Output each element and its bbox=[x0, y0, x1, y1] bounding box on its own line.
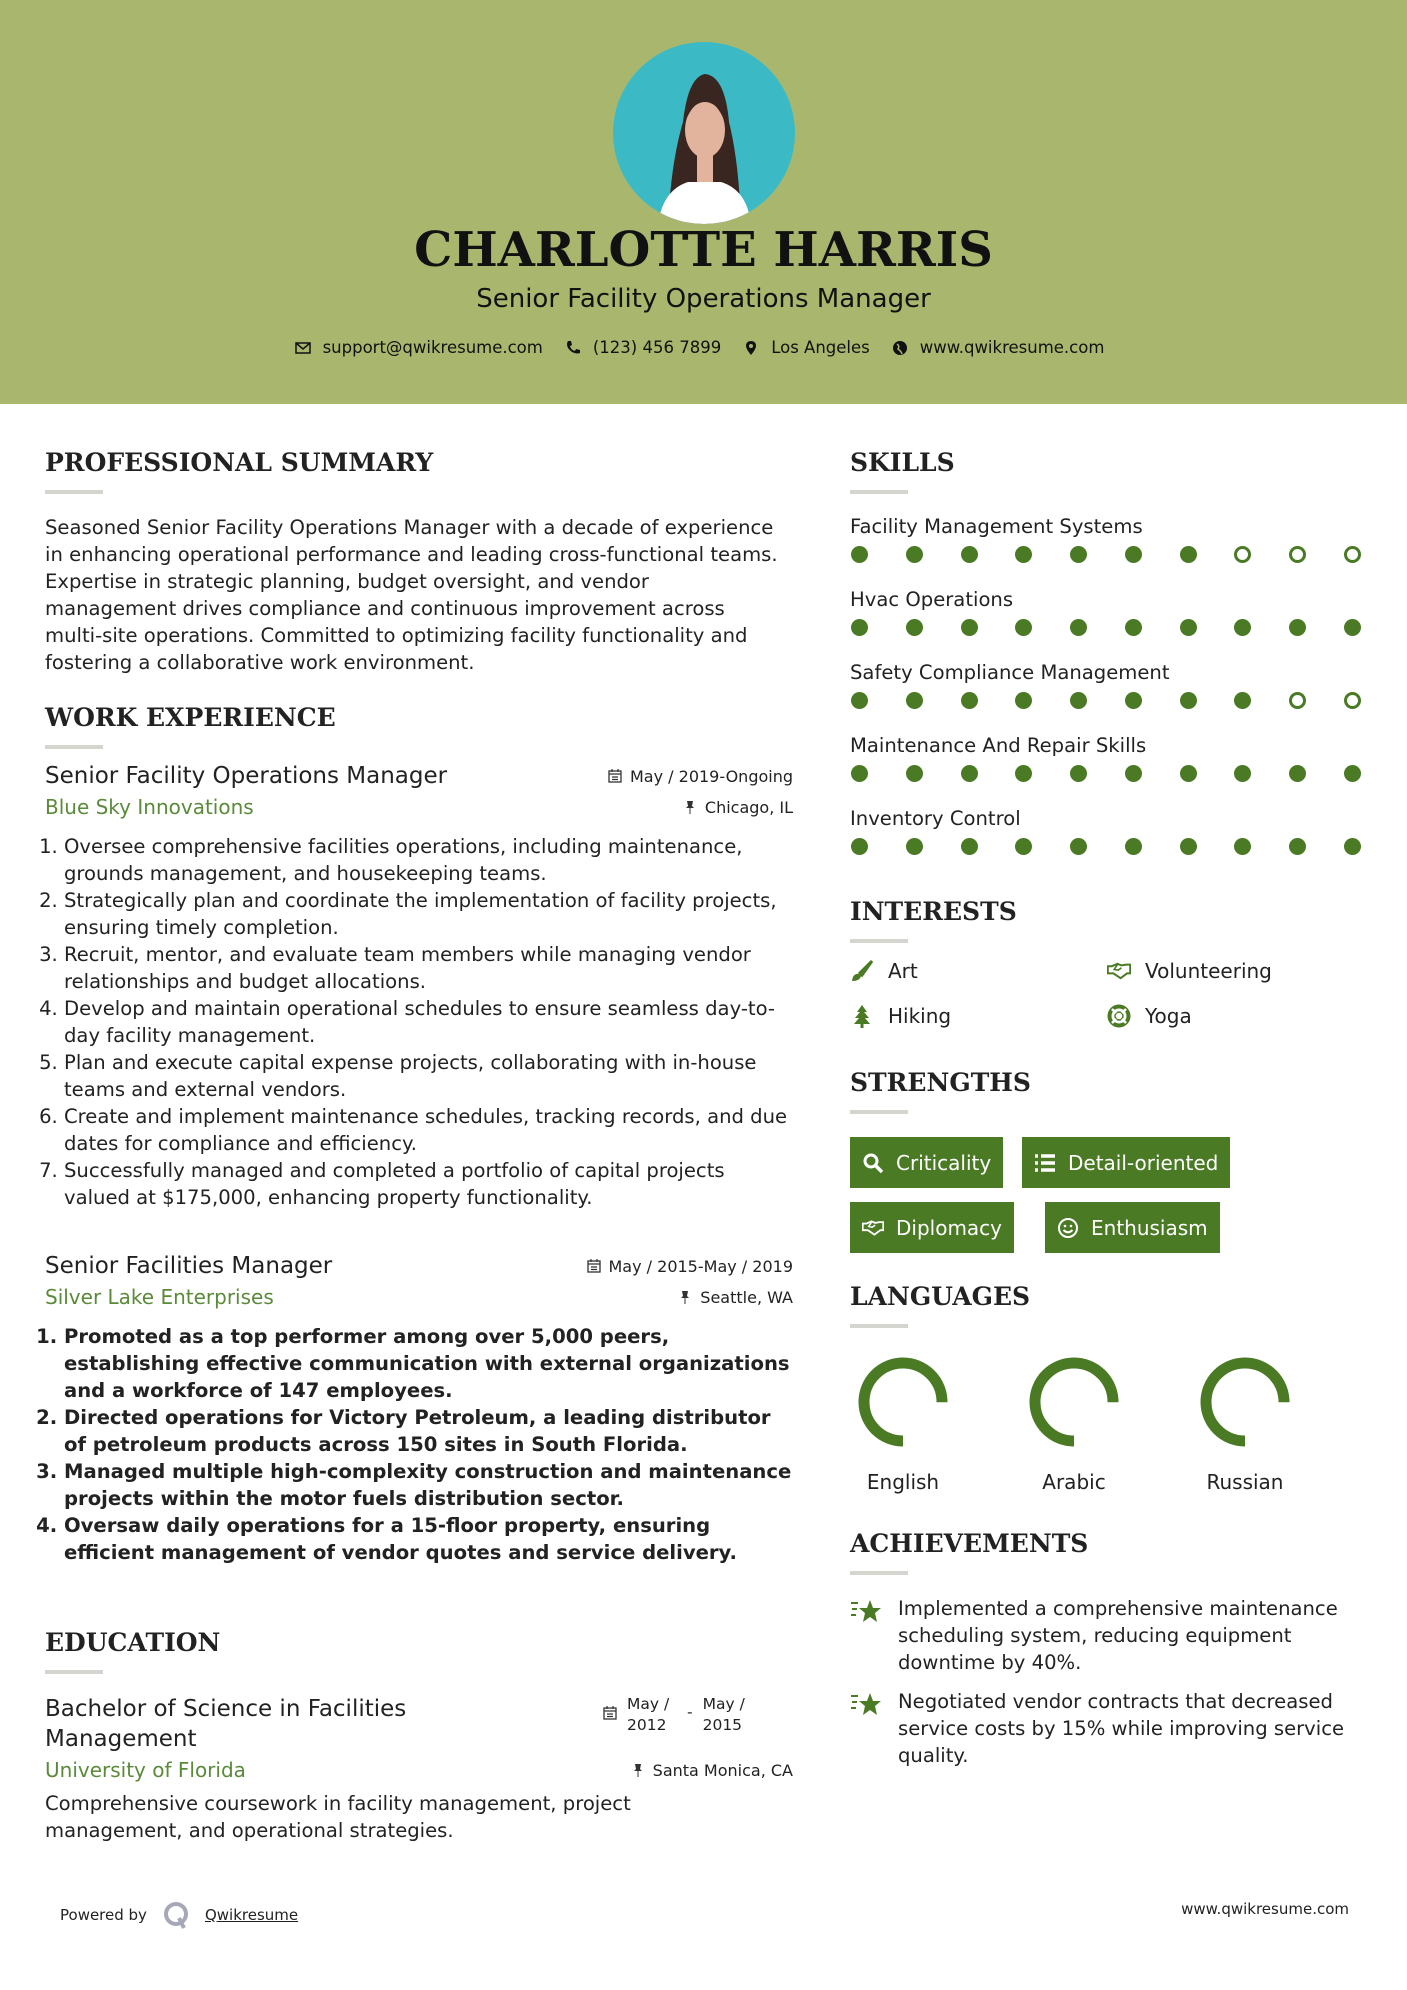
job-location: Chicago, IL bbox=[704, 797, 793, 817]
skill-name: Facility Management Systems bbox=[850, 515, 1143, 538]
brand-link[interactable]: Qwikresume bbox=[204, 1906, 299, 1924]
language-item bbox=[1185, 1352, 1305, 1494]
language-name: Russian bbox=[1206, 1470, 1284, 1494]
calendar-icon bbox=[587, 1259, 601, 1273]
rating-dot-empty bbox=[1289, 546, 1306, 563]
rating-dot-filled bbox=[1125, 838, 1142, 855]
rating-dot-filled bbox=[961, 838, 978, 855]
rating-dot-filled bbox=[851, 692, 868, 709]
rating-dot-filled bbox=[1180, 619, 1197, 636]
rating-dot-filled bbox=[1070, 619, 1087, 636]
job-bullet: 7. Successfully managed and completed a portfolio of capital projects valued at $175,000, enhancing property functionality. bbox=[64, 1157, 793, 1211]
job-title: Senior Facilities Manager bbox=[45, 1253, 333, 1279]
calendar-icon bbox=[603, 1706, 617, 1720]
tree-icon bbox=[850, 1004, 874, 1028]
edu-description: Comprehensive coursework in facility management, project management, and operational strategies. bbox=[45, 1792, 631, 1842]
contact-website[interactable]: www.qwikresume.com bbox=[919, 338, 1105, 357]
heading-underline bbox=[850, 490, 908, 494]
rating-dot-filled bbox=[1015, 765, 1032, 782]
heading-underline bbox=[45, 490, 103, 494]
rating-dot-filled bbox=[851, 546, 868, 563]
summary-text: Seasoned Senior Facility Operations Manager with a decade of experience in enhancing operational performance and leading cross-functional teams. Expertise in strategic planning, budget oversight, and vendor management drives compliance and continuous improvement across multi-site operations. Committed to optimizing facility functionality and fostering a collaborative work environment. bbox=[45, 516, 778, 674]
rating-dot-filled bbox=[1344, 765, 1361, 782]
heading-underline bbox=[45, 745, 103, 749]
rating-dot-filled bbox=[1070, 838, 1087, 855]
interest-label: Art bbox=[888, 959, 918, 983]
section-heading: PROFESSIONAL SUMMARY bbox=[45, 448, 434, 477]
skill-rating bbox=[851, 765, 1361, 783]
heading-underline bbox=[850, 939, 908, 943]
interest-item bbox=[1107, 959, 1272, 983]
rating-dot-filled bbox=[1234, 838, 1251, 855]
rating-dot-filled bbox=[906, 838, 923, 855]
rating-dot-filled bbox=[961, 546, 978, 563]
contact-phone: (123) 456 7899 bbox=[592, 338, 722, 357]
heading-underline bbox=[45, 1670, 103, 1674]
section-heading: WORK EXPERIENCE bbox=[45, 703, 336, 732]
strength-badge bbox=[850, 1137, 1003, 1188]
skill-item bbox=[850, 732, 1370, 783]
rating-dot-filled bbox=[1015, 838, 1032, 855]
job-bullet: 1. Promoted as a top performer among over 5,000 peers, establishing effective communication with external organizations and a workforce of 147 employees. bbox=[64, 1323, 793, 1404]
interest-item bbox=[850, 959, 918, 983]
calendar-icon bbox=[608, 769, 622, 783]
rating-dot-filled bbox=[1289, 765, 1306, 782]
qwikresume-logo-icon bbox=[161, 1900, 191, 1930]
job-title: Senior Facility Operations Manager bbox=[45, 763, 448, 789]
strength-label: Criticality bbox=[896, 1150, 992, 1175]
section-heading: STRENGTHS bbox=[850, 1068, 1031, 1097]
skill-rating bbox=[851, 838, 1361, 856]
school-name: University of Florida bbox=[45, 1758, 246, 1782]
rating-dot-filled bbox=[1070, 692, 1087, 709]
job-bullet: 4. Develop and maintain operational schedules to ensure seamless day-to-day facility management. bbox=[64, 995, 793, 1049]
contact-bar bbox=[0, 338, 1407, 357]
skill-item bbox=[850, 805, 1370, 856]
rating-dot-filled bbox=[906, 692, 923, 709]
strength-label: Diplomacy bbox=[896, 1215, 1003, 1240]
achievement-text: Negotiated vendor contracts that decreased service costs by 15% while improving service quality. bbox=[898, 1690, 1345, 1767]
skill-rating bbox=[851, 692, 1361, 710]
rating-dot-filled bbox=[961, 765, 978, 782]
job-bullet: 3. Recruit, mentor, and evaluate team members while managing vendor relationships and budget allocations. bbox=[64, 941, 793, 995]
interest-item bbox=[1107, 1004, 1192, 1028]
job-bullet: 6. Create and implement maintenance schedules, tracking records, and due dates for compliance and efficiency. bbox=[64, 1103, 793, 1157]
experience-section bbox=[45, 703, 793, 749]
job-bullet: 4. Oversaw daily operations for a 15-floor property, ensuring efficient management of vendor quotes and service delivery. bbox=[64, 1512, 793, 1566]
powered-by-text: Powered by bbox=[60, 1906, 147, 1924]
degree-title: Bachelor of Science in Facilities Management bbox=[45, 1696, 407, 1752]
rating-dot-filled bbox=[1234, 619, 1251, 636]
interests-section bbox=[850, 897, 1370, 1047]
job-bullet: 1. Oversee comprehensive facilities operations, including maintenance, grounds management, and housekeeping teams. bbox=[64, 833, 793, 887]
pushpin-icon bbox=[631, 1763, 645, 1777]
interest-label: Hiking bbox=[888, 1004, 952, 1028]
footer-website[interactable]: www.qwikresume.com bbox=[1181, 1900, 1349, 1918]
job-entry bbox=[45, 763, 793, 1211]
heading-underline bbox=[850, 1571, 908, 1575]
lifering-icon bbox=[1107, 1004, 1131, 1028]
skill-rating bbox=[851, 546, 1361, 564]
rating-dot-empty bbox=[1234, 546, 1251, 563]
rating-dot-filled bbox=[906, 546, 923, 563]
languages-section bbox=[850, 1282, 1370, 1502]
rating-dot-filled bbox=[906, 765, 923, 782]
candidate-title: Senior Facility Operations Manager bbox=[476, 284, 931, 314]
job-bullets bbox=[45, 833, 793, 1211]
skill-name: Hvac Operations bbox=[850, 588, 1014, 611]
shooting-star-icon bbox=[850, 1597, 884, 1627]
profile-photo bbox=[613, 42, 795, 224]
rating-dot-filled bbox=[1125, 546, 1142, 563]
interest-label: Yoga bbox=[1145, 1004, 1192, 1028]
heading-underline bbox=[850, 1324, 908, 1328]
language-item bbox=[1014, 1352, 1134, 1494]
candidate-name: CHARLOTTE HARRIS bbox=[414, 222, 993, 278]
skills-section bbox=[850, 448, 1370, 878]
strength-badge bbox=[1022, 1137, 1230, 1188]
heading-underline bbox=[850, 1110, 908, 1114]
smile-icon bbox=[1057, 1217, 1079, 1239]
rating-dot-empty bbox=[1289, 692, 1306, 709]
rating-dot-filled bbox=[1015, 546, 1032, 563]
language-name: Arabic bbox=[1042, 1470, 1106, 1494]
rating-dot-filled bbox=[1180, 692, 1197, 709]
search-icon bbox=[862, 1152, 884, 1174]
globe-icon bbox=[892, 340, 908, 356]
list-icon bbox=[1034, 1152, 1056, 1174]
footer-powered bbox=[60, 1900, 298, 1930]
language-progress-ring bbox=[1195, 1352, 1295, 1452]
shooting-star-icon bbox=[850, 1690, 884, 1720]
strengths-section bbox=[850, 1068, 1370, 1268]
paintbrush-icon bbox=[850, 959, 874, 983]
rating-dot-filled bbox=[1180, 765, 1197, 782]
skill-item bbox=[850, 586, 1370, 637]
rating-dot-filled bbox=[851, 765, 868, 782]
rating-dot-filled bbox=[1289, 838, 1306, 855]
edu-start-date: May / 2012 bbox=[627, 1695, 670, 1734]
language-name: English bbox=[866, 1470, 940, 1494]
rating-dot-filled bbox=[1180, 838, 1197, 855]
achievements-section bbox=[850, 1529, 1370, 1781]
job-bullet: 2. Directed operations for Victory Petroleum, a leading distributor of petroleum products across 150 sites in South Florida. bbox=[64, 1404, 793, 1458]
rating-dot-filled bbox=[1234, 692, 1251, 709]
job-bullets bbox=[45, 1323, 793, 1566]
edu-location: Santa Monica, CA bbox=[652, 1760, 793, 1780]
strength-badge bbox=[1045, 1202, 1220, 1253]
rating-dot-filled bbox=[1289, 619, 1306, 636]
rating-dot-filled bbox=[1344, 838, 1361, 855]
rating-dot-filled bbox=[1344, 619, 1361, 636]
envelope-icon bbox=[295, 340, 311, 356]
map-pin-icon bbox=[743, 340, 759, 356]
pushpin-icon bbox=[683, 800, 697, 814]
strength-label: Enthusiasm bbox=[1091, 1215, 1208, 1240]
summary-section bbox=[45, 448, 793, 676]
language-progress-ring bbox=[1024, 1352, 1124, 1452]
job-bullet: 3. Managed multiple high-complexity construction and maintenance projects within the motor fuels distribution sector. bbox=[64, 1458, 793, 1512]
company-name: Silver Lake Enterprises bbox=[45, 1285, 274, 1309]
date-separator: - bbox=[687, 1703, 693, 1721]
rating-dot-filled bbox=[1015, 619, 1032, 636]
job-location: Seattle, WA bbox=[700, 1287, 793, 1307]
skill-item bbox=[850, 659, 1370, 710]
section-heading: ACHIEVEMENTS bbox=[850, 1529, 1089, 1558]
rating-dot-filled bbox=[1070, 546, 1087, 563]
rating-dot-filled bbox=[851, 619, 868, 636]
rating-dot-filled bbox=[851, 838, 868, 855]
contact-location: Los Angeles bbox=[771, 338, 870, 357]
interest-item bbox=[850, 1004, 951, 1028]
rating-dot-filled bbox=[1125, 692, 1142, 709]
handshake-icon bbox=[1107, 959, 1131, 983]
achievement-text: Implemented a comprehensive maintenance scheduling system, reducing equipment downtime by 40%. bbox=[898, 1597, 1338, 1674]
job-entry bbox=[45, 1253, 793, 1566]
rating-dot-empty bbox=[1344, 546, 1361, 563]
rating-dot-filled bbox=[961, 692, 978, 709]
job-bullet: 5. Plan and execute capital expense projects, collaborating with in-house teams and external vendors. bbox=[64, 1049, 793, 1103]
strength-label: Detail-oriented bbox=[1068, 1150, 1219, 1175]
interest-label: Volunteering bbox=[1145, 959, 1272, 983]
section-heading: SKILLS bbox=[850, 448, 955, 477]
language-progress-ring bbox=[853, 1352, 953, 1452]
rating-dot-filled bbox=[1234, 765, 1251, 782]
phone-icon bbox=[565, 340, 581, 356]
section-heading: LANGUAGES bbox=[850, 1282, 1031, 1311]
strength-badge bbox=[850, 1202, 1014, 1253]
pushpin-icon bbox=[678, 1290, 692, 1304]
job-date: May / 2015-May / 2019 bbox=[608, 1256, 793, 1276]
rating-dot-filled bbox=[1125, 765, 1142, 782]
skill-name: Inventory Control bbox=[850, 807, 1021, 830]
achievement-item bbox=[850, 1688, 1370, 1769]
rating-dot-filled bbox=[1070, 765, 1087, 782]
company-name: Blue Sky Innovations bbox=[45, 795, 254, 819]
language-item bbox=[843, 1352, 963, 1494]
skill-name: Maintenance And Repair Skills bbox=[850, 734, 1147, 757]
rating-dot-filled bbox=[1125, 619, 1142, 636]
handshake-icon bbox=[862, 1217, 884, 1239]
job-bullet: 2. Strategically plan and coordinate the implementation of facility projects, ensuring timely completion. bbox=[64, 887, 793, 941]
rating-dot-filled bbox=[1180, 546, 1197, 563]
rating-dot-filled bbox=[906, 619, 923, 636]
skill-rating bbox=[851, 619, 1361, 637]
edu-end-date: May / 2015 bbox=[702, 1695, 745, 1734]
resume-header bbox=[0, 0, 1407, 404]
rating-dot-empty bbox=[1344, 692, 1361, 709]
rating-dot-filled bbox=[1015, 692, 1032, 709]
achievement-item bbox=[850, 1595, 1370, 1676]
job-date: May / 2019-Ongoing bbox=[630, 766, 793, 786]
skill-name: Safety Compliance Management bbox=[850, 661, 1170, 684]
section-heading: EDUCATION bbox=[45, 1628, 221, 1657]
skill-item bbox=[850, 513, 1370, 564]
section-heading: INTERESTS bbox=[850, 897, 1017, 926]
contact-email[interactable]: support@qwikresume.com bbox=[322, 338, 543, 357]
education-section bbox=[45, 1628, 793, 1844]
rating-dot-filled bbox=[961, 619, 978, 636]
